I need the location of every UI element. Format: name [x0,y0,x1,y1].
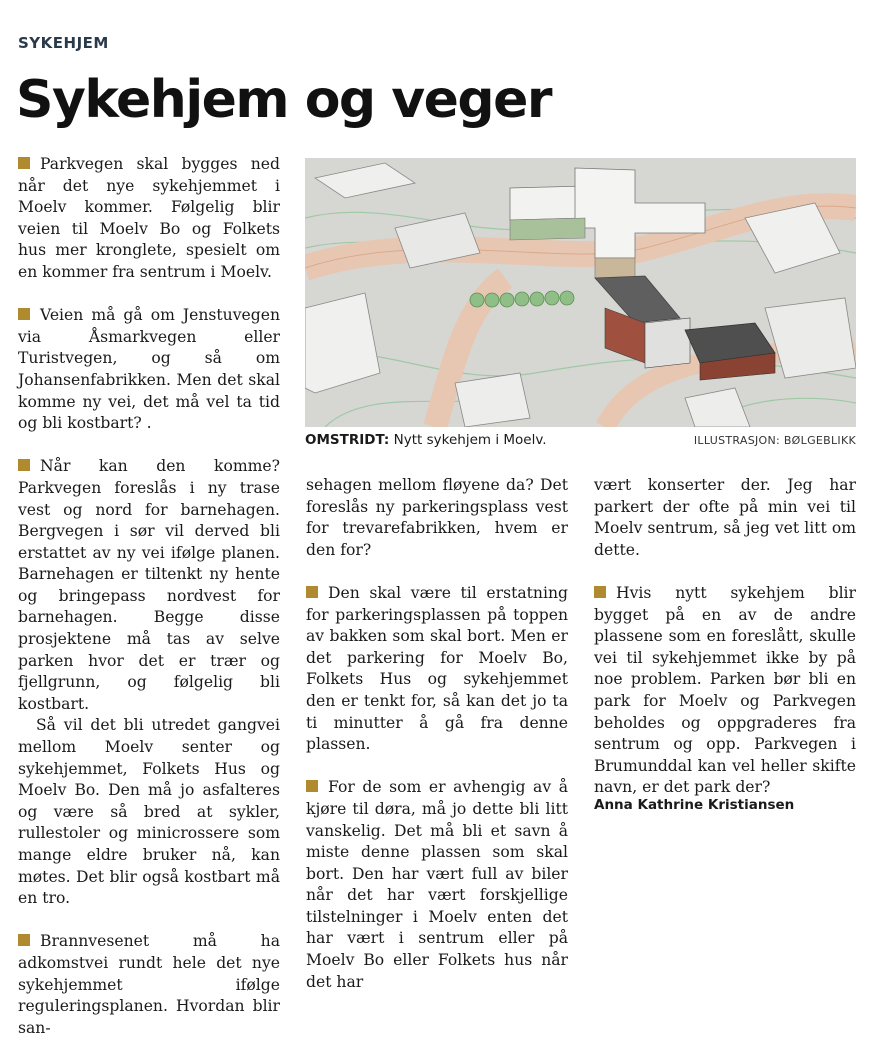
bullet-square-icon [18,308,30,320]
bullet-square-icon [306,780,318,792]
paragraph: vært konserter der. Jeg har parkert der ofte på min vei til Moelv sentrum, så jeg vet litt om dette. [594,476,856,559]
bullet-square-icon [306,586,318,598]
paragraph: Den skal være til erstatning for parkeringsplassen på toppen av bakken som skal bort. Men er det parkering for Moelv Bo, Folkets Hus og sykehjemmet den er tenkt for, så kan det jo ta ti minutter å gå fra denne plassen. [306,583,568,754]
author-byline: Anna Kathrine Kristiansen [594,797,795,813]
article-column-3 [594,475,856,821]
paragraph: Så vil det bli utredet gangvei mellom Moelv senter og sykehjemmet, Folkets Hus og Moelv Bo. Den må jo asfalteres og være så bred at sykler, rullestoler og minicrossere som mange eldre bruker nå, kan møtes. Det blir også kostbart må en tro. [18,716,280,908]
illustration-credit: ILLUSTRASJON: BØLGEBLIKK [693,434,856,447]
paragraph: For de som er avhengig av å kjøre til døra, må jo dette bli litt vanskelig. Det må bli et savn å miste denne plassen som skal bort. Den har vært full av biler når det har vært forskjellige tilstelninger i Moelv enten det har vært i sentrum eller på Moelv Bo eller Folkets hus når det har [306,778,568,991]
caption-lead: OMSTRIDT: [305,432,390,448]
section-kicker: SYKEHJEM [18,34,109,52]
bullet-square-icon [18,934,30,946]
bullet-square-icon [18,459,30,471]
illustration-image [305,158,856,427]
bullet-square-icon [594,586,606,598]
paragraph: Parkvegen skal bygges ned når det nye sykehjemmet i Moelv kommer. Følgelig blir veien til Moelv Bo og Folkets hus mer kronglete, spesielt om en kommer fra sentrum i Moelv. [18,155,280,281]
bullet-square-icon [18,157,30,169]
paragraph: sehagen mellom fløyene da? Det foreslås ny parkeringsplass vest for trevarefabrikken, hvem er den for? [306,476,568,559]
paragraph: Når kan den komme? Parkvegen foreslås i ny trase vest og nord for barnehagen. Bergvegen i sør vil derved bli erstattet av ny vei ifølge planen. Barnehagen er tiltenkt ny hente og bringepass nordvest for barnehagen. Begge disse prosjektene må tas av selve parken hvor det er trær og fjellgrunn, og følgelig bli kostbart. [18,457,280,713]
figure-caption [305,432,856,448]
paragraph: Veien må gå om Jenstuvegen via Åsmarkvegen eller Turistvegen, og så om Johansenfabrikken. Men det skal komme ny vei, det må vel ta tid og bli kostbart? . [18,306,280,433]
article-headline: Sykehjem og veger [16,70,552,130]
paragraph: Hvis nytt sykehjem blir bygget på en av de andre plassene som en foreslått, skulle vei til sykehjemmet ikke by på noe problem. Parken bør bli en park for Moelv og Parkvegen beholdes og oppgraderes fra sentrum og opp. Parkvegen i Brumunddal kan vel heller skifte navn, er det park der? [594,583,856,797]
paragraph: Brannvesenet må ha adkomstvei rundt hele det nye sykehjemmet ifølge reguleringsplanen. Hvordan blir san- [18,932,280,1037]
architectural-illustration [305,158,856,427]
article-column-2 [306,475,568,1015]
caption-text: Nytt sykehjem i Moelv. [393,432,547,448]
article-column-1 [18,154,280,1061]
